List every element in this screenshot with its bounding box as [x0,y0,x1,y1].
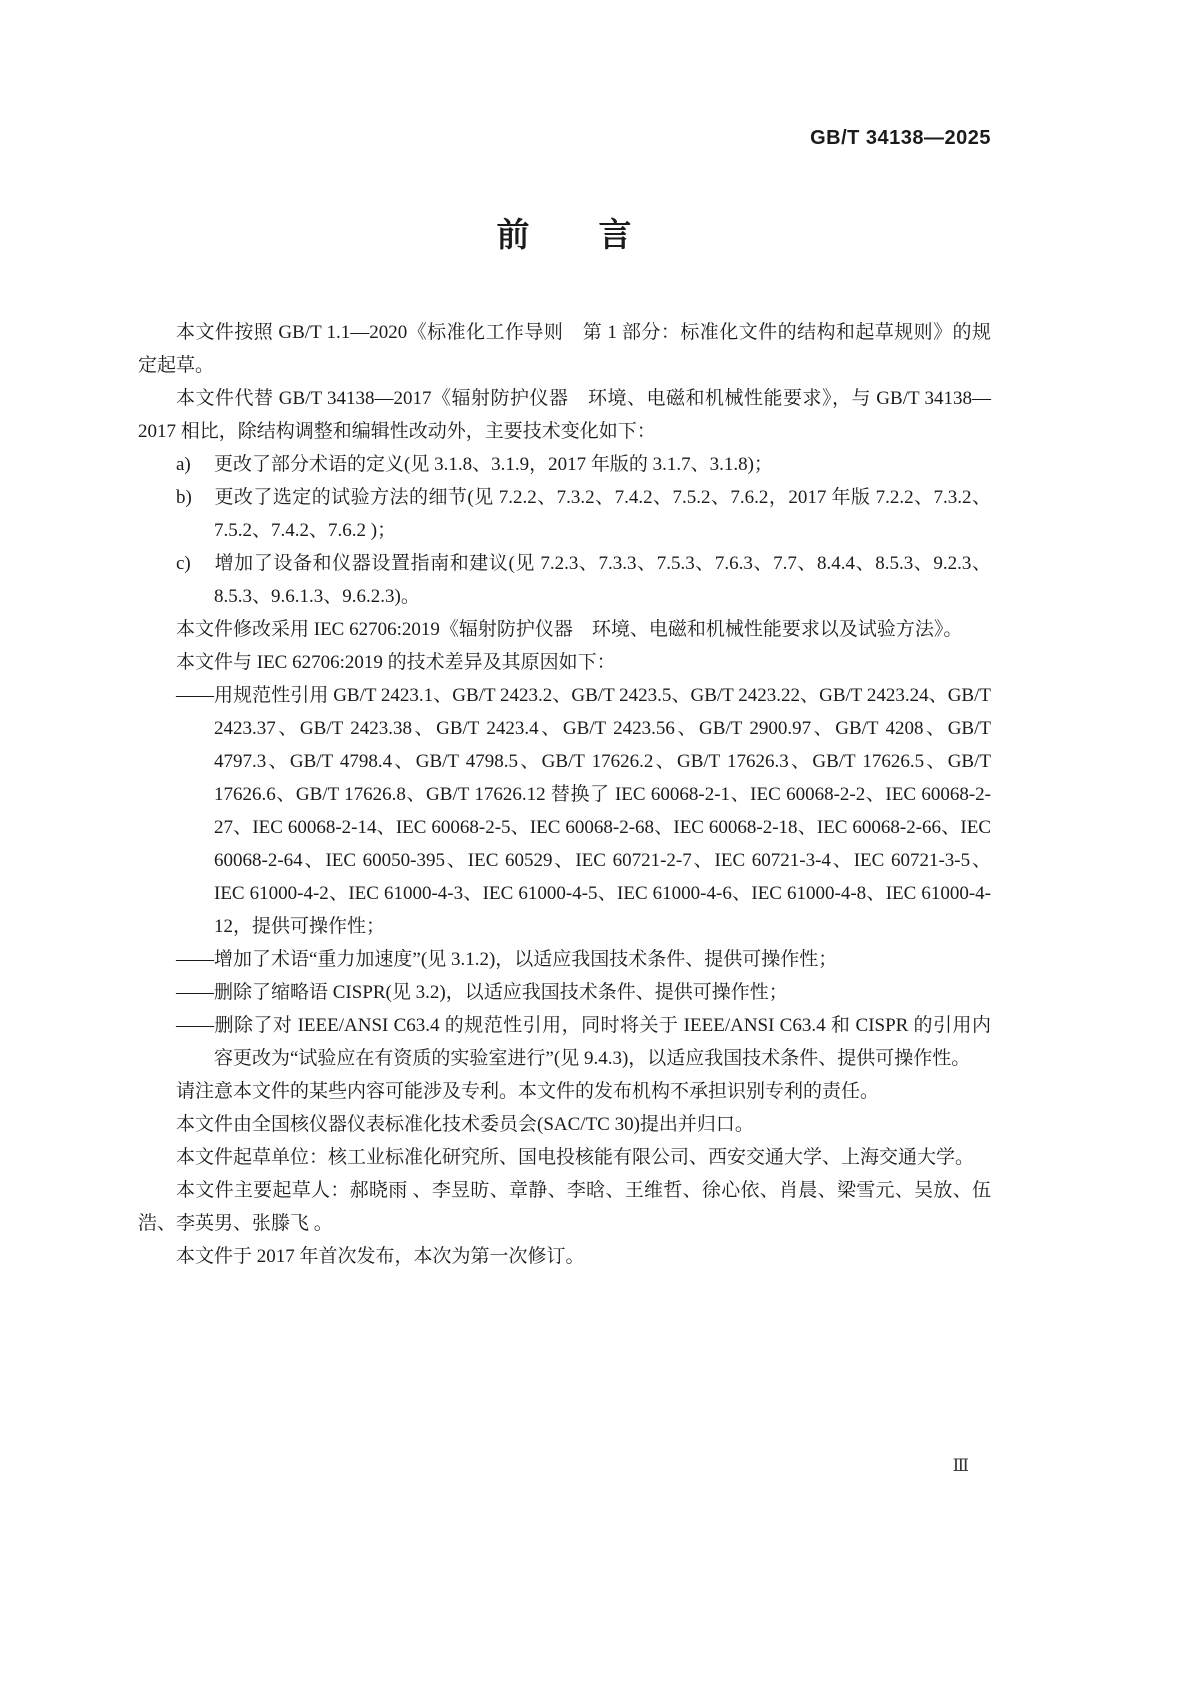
list-item-b-text: 更改了选定的试验方法的细节(见 7.2.2、7.3.2、7.4.2、7.5.2、7.6.2，2017 年版 7.2.2、7.3.2、7.5.2、7.4.2、7.6.2 )； [214,487,991,541]
standard-number: GB/T 34138—2025 [810,127,991,149]
list-item-a-label: a) [176,454,191,475]
page-content [138,0,991,1273]
paragraph-drafting-units: 本文件起草单位：核工业标准化研究所、国电投核能有限公司、西安交通大学、上海交通大学。 [176,1147,975,1168]
paragraph-replaces: 本文件代替 GB/T 34138—2017《辐射防护仪器 环境、电磁和机械性能要求》，与 GB/T 34138—2017 相比，除结构调整和编辑性改动外，主要技术变化如下： [138,388,991,442]
list-item-a [138,448,991,481]
list-item-b [138,481,991,547]
paragraph-basis: 本文件按照 GB/T 1.1—2020《标准化工作导则 第 1 部分：标准化文件的结构和起草规则》的规定起草。 [138,322,991,376]
dash-item-replaced-standards: ——用规范性引用 GB/T 2423.1、GB/T 2423.2、GB/T 2423.5、GB/T 2423.22、GB/T 2423.24、GB/T 2423.37、GB/T 2423.38、GB/T 2423.4、GB/T 2423.56、GB/T 2900.97、GB/T 4208、GB/T 4797.3、GB/T 4798.4、GB/T 4798.5、GB/T 17626.2、GB/T 17626.3、GB/T 17626.5、GB/T 17626.6、GB/T 17626.8、GB/T 17626.12 替换了 IEC 60068-2-1、IEC 60068-2-2、IEC 60068-2-27、IEC 60068-2-14、IEC 60068-2-5、IEC 60068-2-68、IEC 60068-2-18、IEC 60068-2-66、IEC 60068-2-64、IEC 60050-395、IEC 60529、IEC 60721-2-7、IEC 60721-3-4、IEC 60721-3-5、IEC 61000-4-2、IEC 61000-4-3、IEC 61000-4-5、IEC 61000-4-6、IEC 61000-4-8、IEC 61000-4-12，提供可操作性； [176,685,991,937]
dash-item-deleted-reference: ——删除了对 IEEE/ANSI C63.4 的规范性引用，同时将关于 IEEE/ANSI C63.4 和 CISPR 的引用内容更改为“试验应在有资质的实验室进行”(见 9.4.3)，以适应我国技术条件、提供可操作性。 [176,1015,991,1069]
dash-item-added-term: ——增加了术语“重力加速度”(见 3.1.2)，以适应我国技术条件、提供可操作性； [176,949,838,970]
document-body [138,316,991,1273]
paragraph-committee: 本文件由全国核仪器仪表标准化技术委员会(SAC/TC 30)提出并归口。 [176,1114,754,1135]
list-item-c-label: c) [176,553,191,574]
foreword-title: 前 言 [496,216,633,253]
list-item-c-text: 增加了设备和仪器设置指南和建议(见 7.2.3、7.3.3、7.5.3、7.6.3、7.7、8.4.4、8.5.3、9.2.3、8.5.3、9.6.1.3、9.6.2.3)。 [214,553,991,607]
paragraph-history: 本文件于 2017 年首次发布，本次为第一次修订。 [176,1246,585,1267]
document-header [138,0,991,152]
dash-item-deleted-abbreviation: ——删除了缩略语 CISPR(见 3.2)，以适应我国技术条件、提供可操作性； [176,982,788,1003]
page-number: Ⅲ [952,1456,969,1475]
list-item-a-text: 更改了部分术语的定义(见 3.1.8、3.1.9，2017 年版的 3.1.7、3.1.8)； [214,454,773,475]
paragraph-drafters: 本文件主要起草人：郝晓雨 、李昱昉、章静、李晗、王维哲、徐心依、肖晨、梁雪元、吴放、伍浩、李英男、张滕飞 。 [138,1180,991,1234]
paragraph-patent-note: 请注意本文件的某些内容可能涉及专利。本文件的发布机构不承担识别专利的责任。 [176,1081,880,1102]
list-item-b-label: b) [176,487,192,508]
paragraph-differences-intro: 本文件与 IEC 62706:2019 的技术差异及其原因如下： [176,652,616,673]
list-item-c [138,547,991,613]
paragraph-adoption: 本文件修改采用 IEC 62706:2019《辐射防护仪器 环境、电磁和机械性能要求以及试验方法》。 [176,619,963,640]
